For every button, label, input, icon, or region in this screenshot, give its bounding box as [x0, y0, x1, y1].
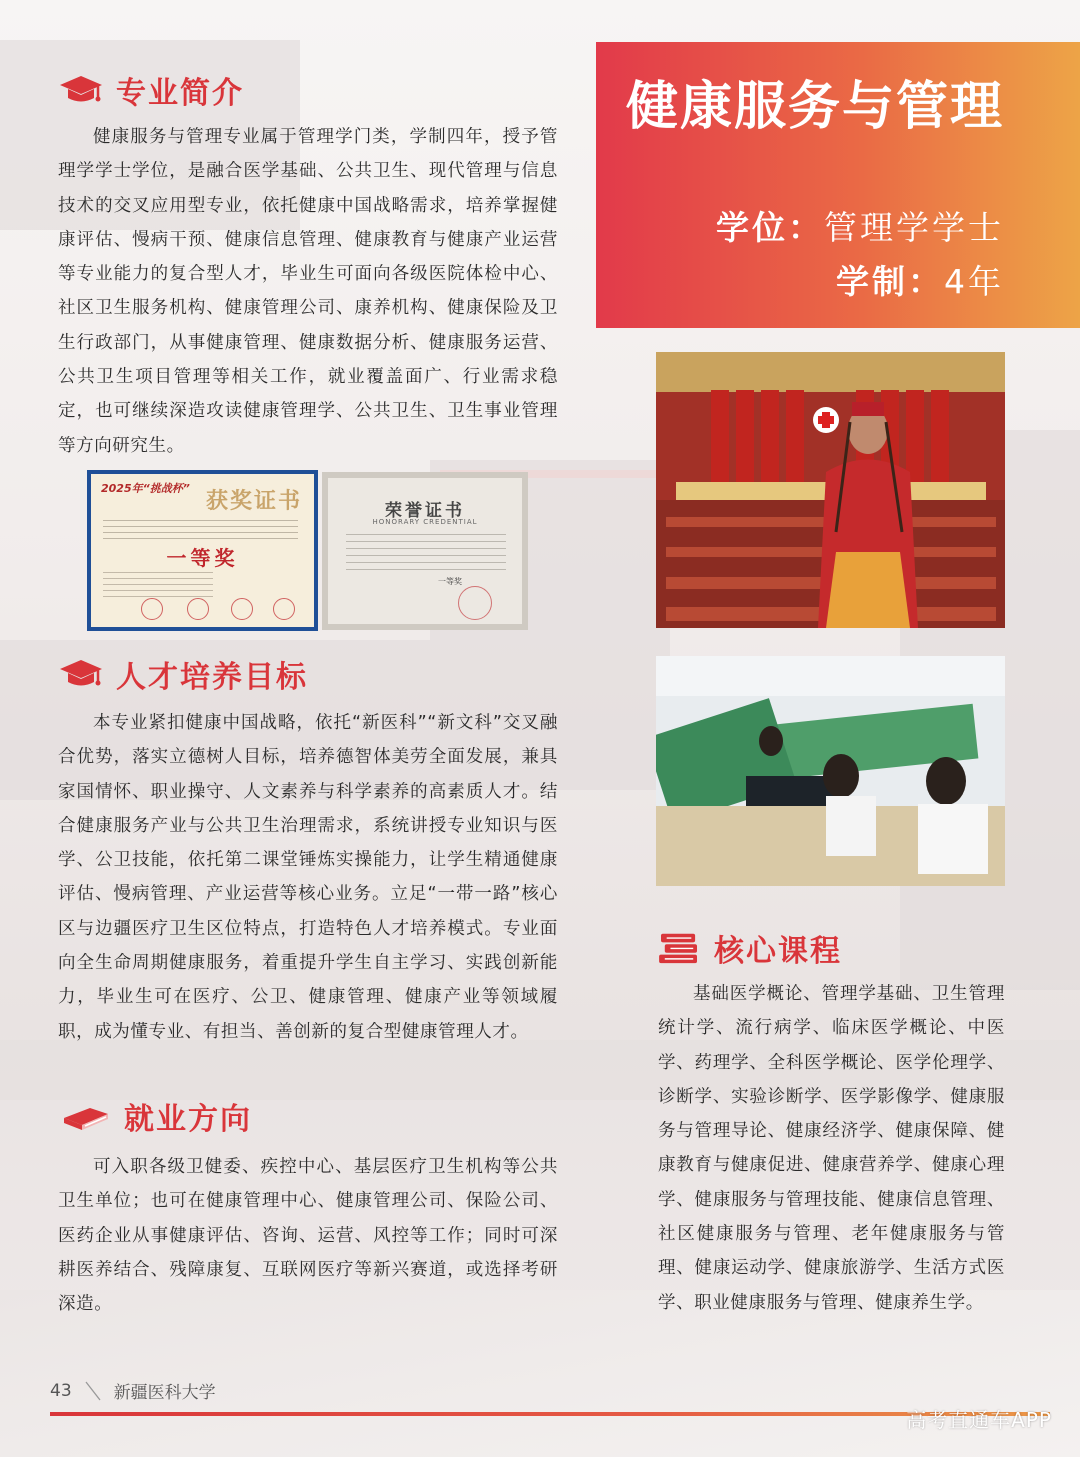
degree-label: 学位：	[716, 208, 824, 247]
career-heading	[58, 1094, 252, 1138]
page-number: 43	[50, 1380, 72, 1401]
graduation-cap-icon	[58, 72, 104, 108]
award-top-line: 2025年“挑战杯”	[101, 482, 190, 495]
intro-text: 健康服务与管理专业属于管理学门类，学制四年，授予管理学学士学位，是融合医学基础、公共卫生、现代管理与信息技术的交叉应用型专业，依托健康中国战略需求，培养掌握健康评估、慢病干预、健康信息管理、健康教育与健康产业运营等专业能力的复合型人才，毕业生可面向各级医院体检中心、社区卫生服务机构、健康管理公司、康养机构、健康保险及卫生行政部门，从事健康管理、健康数据分析、健康服务运营、公共卫生项目管理等相关工作，就业覆盖面广、行业需求稳定，也可继续深造攻读健康管理学、公共卫生、卫生事业管理等方向研究生。	[58, 127, 558, 456]
career-text: 可入职各级卫健委、疾控中心、基层医疗卫生机构等公共卫生单位；也可在健康管理中心、健康管理公司、保险公司、医药企业从事健康评估、咨询、运营、风控等工作；同时可深耕医养结合、残障康复、互联网医疗等新兴赛道，或选择考研深造。	[58, 1157, 558, 1315]
honor-certificate	[322, 472, 528, 630]
slash-divider-icon	[82, 1380, 104, 1402]
book-icon	[58, 1098, 112, 1134]
intro-title: 专业简介	[116, 76, 244, 111]
intro-heading	[58, 68, 244, 112]
duration-label: 学制：	[836, 262, 944, 301]
honor-heading: 荣誉证书	[385, 501, 465, 521]
goals-title: 人才培养目标	[116, 660, 308, 695]
duration-value: 4年	[944, 262, 1004, 301]
major-header	[596, 42, 1080, 328]
conference-photo	[656, 352, 1005, 628]
courses-title: 核心课程	[714, 934, 842, 969]
university-name: 新疆医科大学	[113, 1383, 216, 1403]
goals-heading	[58, 652, 308, 696]
courses-heading	[656, 926, 842, 970]
major-title: 健康服务与管理	[625, 77, 1004, 137]
app-watermark: 高考直通车APP	[906, 1408, 1052, 1432]
honor-grade: 一等奖	[438, 577, 462, 586]
honor-subheading: HONORARY CREDENTIAL	[372, 518, 478, 526]
footer-rule	[50, 1412, 1050, 1416]
duration-line	[836, 256, 1004, 303]
goals-text: 本专业紧扣健康中国战略，依托“新医科”“新文科”交叉融合优势，落实立德树人目标，培养德智体美劳全面发展，兼具家国情怀、职业操守、人文素养与科学素养的高素质人才。结合健康服务产业与公共卫生治理需求，系统讲授专业知识与医学、公卫技能，依托第二课堂锤炼实操能力，让学生精通健康评估、慢病管理、产业运营等核心业务。立足“一带一路”核心区与边疆医疗卫生区位特点，打造特色人才培养模式。专业面向全生命周期健康服务，着重提升学生自主学习、实践创新能力，毕业生可在医疗、公卫、健康管理、健康产业等领域履职，成为懂专业、有担当、善创新的复合型健康管理人才。	[58, 713, 558, 1042]
competition-photo	[656, 656, 1005, 886]
courses-text: 基础医学概论、管理学基础、卫生管理统计学、流行病学、临床医学概论、中医学、药理学、全科医学概论、医学伦理学、诊断学、实验诊断学、医学影像学、健康服务与管理导论、健康经济学、健康保障、健康教育与健康促进、健康营养学、健康心理学、健康服务与管理技能、健康信息管理、社区健康服务与管理、老年健康服务与管理、健康运动学、健康旅游学、生活方式医学、职业健康服务与管理、健康养生学。	[658, 984, 1005, 1313]
award-heading: 获奖证书	[205, 489, 302, 514]
award-certificate	[87, 470, 318, 631]
career-title: 就业方向	[124, 1102, 252, 1137]
page-footer	[50, 1378, 216, 1403]
award-grade: 一等奖	[166, 546, 239, 570]
graduation-cap-icon	[58, 656, 104, 692]
degree-line	[716, 202, 1004, 249]
degree-value: 管理学学士	[824, 208, 1004, 247]
books-stack-icon	[656, 930, 702, 966]
